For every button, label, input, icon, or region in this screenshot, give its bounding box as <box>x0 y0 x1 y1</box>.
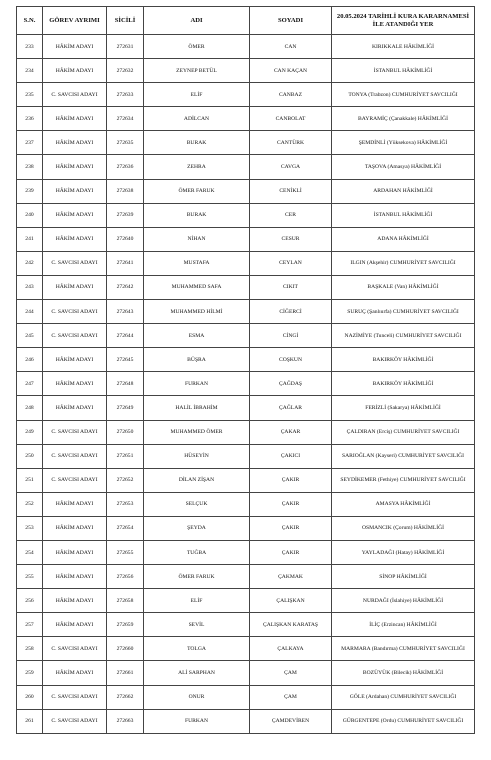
cell-soyadi: ÇAĞDAŞ <box>250 372 332 396</box>
table-row <box>17 565 475 589</box>
cell-adi: ZEHRA <box>144 155 250 179</box>
cell-atandigi-yer: BAYRAMİÇ (Çanakkale) HÂKİMLİĞİ <box>332 107 475 131</box>
cell-adi: ZEYNEP BETÜL <box>144 59 250 83</box>
cell-soyadi: CİNGİ <box>250 324 332 348</box>
table-header <box>17 7 475 35</box>
header-soyadi: SOYADI <box>250 7 332 35</box>
cell-sicili: 272638 <box>107 179 144 203</box>
cell-sicili: 272635 <box>107 131 144 155</box>
cell-sicili: 272655 <box>107 540 144 564</box>
cell-adi: MUHAMMED SAFA <box>144 275 250 299</box>
cell-atandigi-yer: YAYLADAĞI (Hatay) HÂKİMLİĞİ <box>332 540 475 564</box>
cell-sn: 233 <box>17 35 43 59</box>
cell-sicili: 272642 <box>107 275 144 299</box>
cell-soyadi: CANBOLAT <box>250 107 332 131</box>
cell-gorev-ayrimi: HÂKİM ADAYI <box>43 565 107 589</box>
table-row <box>17 179 475 203</box>
cell-sn: 238 <box>17 155 43 179</box>
table-row <box>17 372 475 396</box>
cell-soyadi: CIKIT <box>250 275 332 299</box>
cell-sicili: 272636 <box>107 155 144 179</box>
cell-sn: 241 <box>17 227 43 251</box>
table-row <box>17 637 475 661</box>
cell-atandigi-yer: BAKIRKÖY HÂKİMLİĞİ <box>332 348 475 372</box>
cell-sn: 255 <box>17 565 43 589</box>
cell-gorev-ayrimi: HÂKİM ADAYI <box>43 540 107 564</box>
cell-atandigi-yer: ADANA HÂKİMLİĞİ <box>332 227 475 251</box>
cell-adi: ŞEYDA <box>144 516 250 540</box>
cell-sn: 237 <box>17 131 43 155</box>
table-row <box>17 131 475 155</box>
cell-sn: 239 <box>17 179 43 203</box>
cell-atandigi-yer: ÇALDIRAN (Erciş) CUMHURİYET SAVCILIĞI <box>332 420 475 444</box>
cell-gorev-ayrimi: HÂKİM ADAYI <box>43 348 107 372</box>
cell-soyadi: ÇAKIR <box>250 468 332 492</box>
cell-gorev-ayrimi: C. SAVCISI ADAYI <box>43 83 107 107</box>
cell-adi: HALİL İBRAHİM <box>144 396 250 420</box>
table-row <box>17 227 475 251</box>
cell-soyadi: ÇAKAR <box>250 420 332 444</box>
cell-soyadi: ÇAKIR <box>250 516 332 540</box>
cell-adi: MUHAMMED ÖMER <box>144 420 250 444</box>
cell-gorev-ayrimi: HÂKİM ADAYI <box>43 227 107 251</box>
cell-sn: 246 <box>17 348 43 372</box>
cell-atandigi-yer: MARMARA (Bandırma) CUMHURİYET SAVCILIĞI <box>332 637 475 661</box>
cell-gorev-ayrimi: HÂKİM ADAYI <box>43 107 107 131</box>
cell-atandigi-yer: ARDAHAN HÂKİMLİĞİ <box>332 179 475 203</box>
cell-sicili: 272643 <box>107 300 144 324</box>
cell-soyadi: CAN KAÇAN <box>250 59 332 83</box>
cell-atandigi-yer: BAŞKALE (Van) HÂKİMLİĞİ <box>332 275 475 299</box>
header-sicili: SİCİLİ <box>107 7 144 35</box>
cell-sicili: 272661 <box>107 661 144 685</box>
cell-sn: 258 <box>17 637 43 661</box>
cell-atandigi-yer: SEYDİKEMER (Fethiye) CUMHURİYET SAVCILIĞI <box>332 468 475 492</box>
cell-sicili: 272648 <box>107 372 144 396</box>
cell-adi: ADİLCAN <box>144 107 250 131</box>
cell-gorev-ayrimi: C. SAVCISI ADAYI <box>43 709 107 733</box>
cell-soyadi: ÇAKIR <box>250 492 332 516</box>
cell-sn: 248 <box>17 396 43 420</box>
cell-sn: 253 <box>17 516 43 540</box>
cell-gorev-ayrimi: HÂKİM ADAYI <box>43 203 107 227</box>
cell-adi: ELİF <box>144 83 250 107</box>
header-atandigi-yer: 20.05.2024 TARİHLİ KURA KARARNAMESİ İLE ATANDIĞI YER <box>332 7 475 35</box>
cell-gorev-ayrimi: HÂKİM ADAYI <box>43 516 107 540</box>
cell-sicili: 272634 <box>107 107 144 131</box>
cell-soyadi: CİĞERCİ <box>250 300 332 324</box>
table-row <box>17 444 475 468</box>
table-row <box>17 613 475 637</box>
header-row <box>17 7 475 35</box>
cell-adi: HÜSEYİN <box>144 444 250 468</box>
cell-soyadi: CAN <box>250 35 332 59</box>
cell-gorev-ayrimi: HÂKİM ADAYI <box>43 661 107 685</box>
cell-atandigi-yer: TAŞOVA (Amasya) HÂKİMLİĞİ <box>332 155 475 179</box>
cell-gorev-ayrimi: C. SAVCISI ADAYI <box>43 251 107 275</box>
cell-atandigi-yer: SARIOĞLAN (Kayseri) CUMHURİYET SAVCILIĞI <box>332 444 475 468</box>
table-row <box>17 107 475 131</box>
header-adi: ADI <box>144 7 250 35</box>
cell-atandigi-yer: FERİZLİ (Sakarya) HÂKİMLİĞİ <box>332 396 475 420</box>
cell-sicili: 272644 <box>107 324 144 348</box>
cell-sicili: 272641 <box>107 251 144 275</box>
cell-gorev-ayrimi: C. SAVCISI ADAYI <box>43 300 107 324</box>
cell-sicili: 272649 <box>107 396 144 420</box>
cell-gorev-ayrimi: C. SAVCISI ADAYI <box>43 324 107 348</box>
cell-adi: ESMA <box>144 324 250 348</box>
cell-atandigi-yer: GÖLE (Ardahan) CUMHURİYET SAVCILIĞI <box>332 685 475 709</box>
cell-sicili: 272632 <box>107 59 144 83</box>
cell-sn: 244 <box>17 300 43 324</box>
cell-soyadi: ÇAM <box>250 685 332 709</box>
cell-soyadi: ÇAĞLAR <box>250 396 332 420</box>
table-row <box>17 468 475 492</box>
cell-gorev-ayrimi: C. SAVCISI ADAYI <box>43 420 107 444</box>
cell-adi: ÖMER <box>144 35 250 59</box>
cell-soyadi: ÇALIŞKAN KARATAŞ <box>250 613 332 637</box>
appointment-table <box>16 6 475 734</box>
cell-adi: MUHAMMED HİLMİ <box>144 300 250 324</box>
cell-soyadi: ÇALKAYA <box>250 637 332 661</box>
cell-gorev-ayrimi: HÂKİM ADAYI <box>43 372 107 396</box>
cell-adi: SEVİL <box>144 613 250 637</box>
cell-soyadi: ÇAKICI <box>250 444 332 468</box>
cell-sicili: 272633 <box>107 83 144 107</box>
cell-sn: 254 <box>17 540 43 564</box>
cell-atandigi-yer: BOZÜYÜK (Bilecik) HÂKİMLİĞİ <box>332 661 475 685</box>
cell-gorev-ayrimi: C. SAVCISI ADAYI <box>43 468 107 492</box>
cell-sicili: 272659 <box>107 613 144 637</box>
table-row <box>17 396 475 420</box>
table-row <box>17 275 475 299</box>
cell-soyadi: CEYLAN <box>250 251 332 275</box>
cell-sicili: 272663 <box>107 709 144 733</box>
cell-soyadi: ÇAKMAK <box>250 565 332 589</box>
cell-sicili: 272645 <box>107 348 144 372</box>
cell-sicili: 272656 <box>107 565 144 589</box>
cell-sicili: 272651 <box>107 444 144 468</box>
cell-sn: 260 <box>17 685 43 709</box>
cell-adi: FURKAN <box>144 372 250 396</box>
cell-gorev-ayrimi: HÂKİM ADAYI <box>43 155 107 179</box>
table-row <box>17 203 475 227</box>
table-row <box>17 300 475 324</box>
cell-atandigi-yer: SURUÇ (Şanlıurfa) CUMHURİYET SAVCILIĞI <box>332 300 475 324</box>
cell-sn: 240 <box>17 203 43 227</box>
cell-atandigi-yer: İSTANBUL HÂKİMLİĞİ <box>332 59 475 83</box>
table-row <box>17 420 475 444</box>
table-row <box>17 348 475 372</box>
cell-gorev-ayrimi: HÂKİM ADAYI <box>43 275 107 299</box>
cell-sn: 252 <box>17 492 43 516</box>
cell-sicili: 272650 <box>107 420 144 444</box>
cell-atandigi-yer: NURDAĞI (İslahiye) HÂKİMLİĞİ <box>332 589 475 613</box>
cell-sn: 257 <box>17 613 43 637</box>
table-body <box>17 35 475 734</box>
cell-adi: DİLAN ZİŞAN <box>144 468 250 492</box>
cell-adi: ELİF <box>144 589 250 613</box>
cell-soyadi: COŞKUN <box>250 348 332 372</box>
table-row <box>17 589 475 613</box>
cell-atandigi-yer: BAKIRKÖY HÂKİMLİĞİ <box>332 372 475 396</box>
cell-sicili: 272654 <box>107 516 144 540</box>
cell-soyadi: ÇAKIR <box>250 540 332 564</box>
cell-atandigi-yer: TONYA (Trabzon) CUMHURİYET SAVCILIĞI <box>332 83 475 107</box>
table-row <box>17 492 475 516</box>
cell-soyadi: ÇAMDEVİREN <box>250 709 332 733</box>
cell-soyadi: CENİKLİ <box>250 179 332 203</box>
cell-atandigi-yer: NAZİMİYE (Tunceli) CUMHURİYET SAVCILIĞI <box>332 324 475 348</box>
cell-adi: NİHAN <box>144 227 250 251</box>
cell-soyadi: ÇAM <box>250 661 332 685</box>
cell-adi: SELÇUK <box>144 492 250 516</box>
cell-adi: BURAK <box>144 203 250 227</box>
cell-atandigi-yer: ŞEMDİNLİ (Yüksekova) HÂKİMLİĞİ <box>332 131 475 155</box>
cell-adi: BURAK <box>144 131 250 155</box>
cell-adi: ÖMER FARUK <box>144 565 250 589</box>
cell-gorev-ayrimi: HÂKİM ADAYI <box>43 492 107 516</box>
table-row <box>17 35 475 59</box>
cell-sicili: 272660 <box>107 637 144 661</box>
cell-gorev-ayrimi: C. SAVCISI ADAYI <box>43 685 107 709</box>
header-sn: S.N. <box>17 7 43 35</box>
cell-atandigi-yer: AMASYA HÂKİMLİĞİ <box>332 492 475 516</box>
cell-gorev-ayrimi: HÂKİM ADAYI <box>43 613 107 637</box>
cell-sn: 245 <box>17 324 43 348</box>
cell-adi: ALİ SARPHAN <box>144 661 250 685</box>
cell-gorev-ayrimi: HÂKİM ADAYI <box>43 35 107 59</box>
cell-atandigi-yer: GÜRGENTEPE (Ordu) CUMHURİYET SAVCILIĞI <box>332 709 475 733</box>
cell-soyadi: CANBAZ <box>250 83 332 107</box>
cell-sn: 234 <box>17 59 43 83</box>
table-row <box>17 516 475 540</box>
cell-sn: 236 <box>17 107 43 131</box>
cell-adi: BÜŞRA <box>144 348 250 372</box>
cell-adi: MUSTAFA <box>144 251 250 275</box>
cell-sn: 235 <box>17 83 43 107</box>
table-row <box>17 83 475 107</box>
cell-sn: 243 <box>17 275 43 299</box>
cell-adi: FURKAN <box>144 709 250 733</box>
cell-soyadi: CANTÜRK <box>250 131 332 155</box>
cell-sn: 250 <box>17 444 43 468</box>
cell-sn: 249 <box>17 420 43 444</box>
cell-atandigi-yer: İLİÇ (Erzincan) HÂKİMLİĞİ <box>332 613 475 637</box>
cell-adi: ÖMER FARUK <box>144 179 250 203</box>
cell-adi: TOLGA <box>144 637 250 661</box>
cell-gorev-ayrimi: HÂKİM ADAYI <box>43 396 107 420</box>
cell-soyadi: ÇALIŞKAN <box>250 589 332 613</box>
cell-gorev-ayrimi: C. SAVCISI ADAYI <box>43 444 107 468</box>
table-row <box>17 709 475 733</box>
cell-adi: ONUR <box>144 685 250 709</box>
cell-gorev-ayrimi: HÂKİM ADAYI <box>43 131 107 155</box>
cell-atandigi-yer: İSTANBUL HÂKİMLİĞİ <box>332 203 475 227</box>
table-row <box>17 661 475 685</box>
cell-sn: 247 <box>17 372 43 396</box>
cell-sicili: 272631 <box>107 35 144 59</box>
cell-atandigi-yer: OSMANCIK (Çorum) HÂKİMLİĞİ <box>332 516 475 540</box>
cell-sn: 242 <box>17 251 43 275</box>
cell-sn: 251 <box>17 468 43 492</box>
cell-sicili: 272658 <box>107 589 144 613</box>
cell-sicili: 272653 <box>107 492 144 516</box>
cell-adi: TUĞBA <box>144 540 250 564</box>
cell-atandigi-yer: SİNOP HÂKİMLİĞİ <box>332 565 475 589</box>
table-row <box>17 59 475 83</box>
cell-gorev-ayrimi: HÂKİM ADAYI <box>43 589 107 613</box>
cell-sn: 256 <box>17 589 43 613</box>
cell-sicili: 272662 <box>107 685 144 709</box>
cell-soyadi: CESUR <box>250 227 332 251</box>
cell-atandigi-yer: KIRIKKALE HÂKİMLİĞİ <box>332 35 475 59</box>
table-row <box>17 685 475 709</box>
cell-sicili: 272640 <box>107 227 144 251</box>
cell-sicili: 272639 <box>107 203 144 227</box>
cell-gorev-ayrimi: HÂKİM ADAYI <box>43 59 107 83</box>
cell-atandigi-yer: ILGIN (Akşehir) CUMHURİYET SAVCILIĞI <box>332 251 475 275</box>
table-row <box>17 251 475 275</box>
table-row <box>17 155 475 179</box>
cell-sn: 259 <box>17 661 43 685</box>
table-row <box>17 324 475 348</box>
cell-soyadi: CER <box>250 203 332 227</box>
cell-gorev-ayrimi: C. SAVCISI ADAYI <box>43 637 107 661</box>
cell-sn: 261 <box>17 709 43 733</box>
header-gorev-ayrimi: GÖREV AYRIMI <box>43 7 107 35</box>
cell-soyadi: CAVGA <box>250 155 332 179</box>
table-row <box>17 540 475 564</box>
cell-sicili: 272652 <box>107 468 144 492</box>
cell-gorev-ayrimi: HÂKİM ADAYI <box>43 179 107 203</box>
